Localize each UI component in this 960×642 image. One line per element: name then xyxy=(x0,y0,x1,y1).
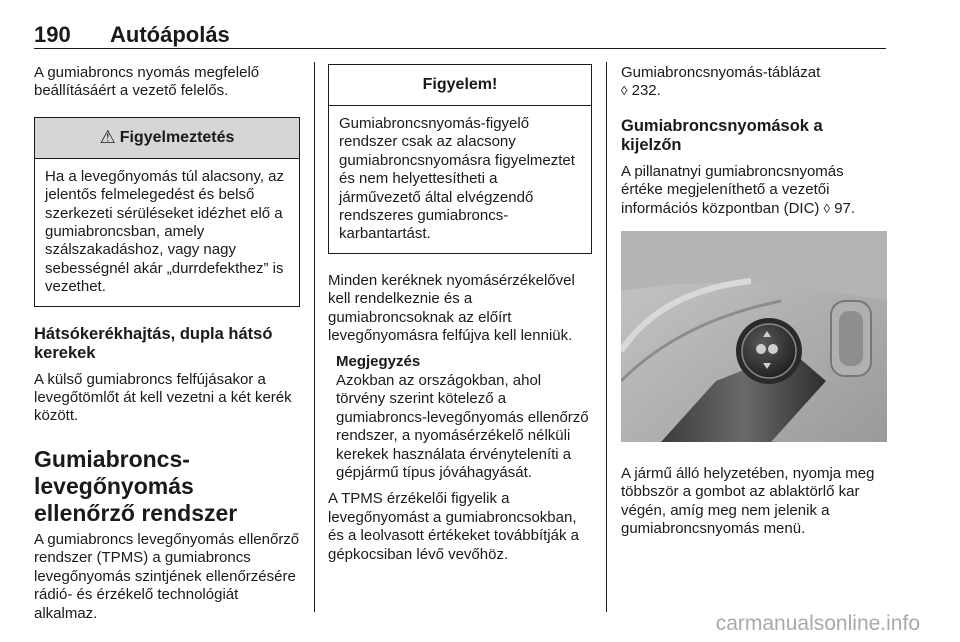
warning-box xyxy=(34,117,300,307)
reference-arrow-icon: ◊ xyxy=(823,200,831,216)
attention-box-body xyxy=(329,106,591,253)
display-paragraph xyxy=(621,163,887,218)
column-1 xyxy=(34,64,300,623)
page-header xyxy=(34,18,886,49)
column-divider-1 xyxy=(314,62,315,612)
warning-box-body xyxy=(35,159,299,306)
reference-arrow-icon: ◊ xyxy=(621,83,628,99)
page-number: 190 xyxy=(34,22,71,47)
watermark: carmanualsonline.info xyxy=(715,612,920,635)
rear-wheel-heading: Hátsókerékhajtás, dupla hátsó kerekek xyxy=(34,324,273,362)
display-reference-page[interactable]: 97. xyxy=(834,199,856,217)
intro-paragraph: A gumiabroncs nyomás megfelelő beállításáért a vezető felelős. xyxy=(34,64,260,100)
tpms-heading: Gumiabroncs-levegőnyomás ellenőrző rendszer xyxy=(34,445,238,526)
display-heading: Gumiabroncsnyomások a kijelzőn xyxy=(621,116,823,154)
rear-wheel-paragraph: A külső gumiabroncs felfújásakor a levegőtömlőt át kell vezetni a két kerék között. xyxy=(34,370,292,425)
column-2 xyxy=(328,64,592,564)
display-paragraph-text: A pillanatnyi gumiabroncsnyomás értéke megjeleníthető a vezetői információs központban (DIC) xyxy=(621,162,844,217)
table-reference-page[interactable]: 232. xyxy=(631,82,661,100)
attention-box-header xyxy=(329,65,591,106)
tpms-sensor-paragraph: A TPMS érzékelői figyelik a levegőnyomást a gumiabroncsokban, és a leolvasott értékeket továbbítják a gépkocsiban lévő vevőhöz. xyxy=(328,490,579,563)
section-title: Autóápolás xyxy=(110,22,230,47)
note-title: Megjegyzés xyxy=(336,353,421,371)
attention-title: Figyelem! xyxy=(422,76,498,93)
attention-box xyxy=(328,64,592,254)
table-reference xyxy=(621,64,887,101)
warning-title: Figyelmeztetés xyxy=(119,128,235,146)
column-3 xyxy=(621,64,887,539)
sensor-paragraph: Minden keréknek nyomásérzékelővel kell rendelkeznie és a gumiabroncsoknak az előírt levegőnyomásra felfújva kell lenniük. xyxy=(328,271,575,345)
warning-box-header xyxy=(35,118,299,159)
note-text: Azokban az országokban, ahol törvény szerint kötelező a gumiabroncs-levegőnyomás ellenőrző rendszer, a nyomásérzékelő nélküli kerekek használata érvényteleníti a gépjármű típus jóváhagyását. xyxy=(336,371,589,481)
image-caption: A jármű álló helyzetében, nyomja meg többször a gombot az ablaktörlő kar végén, amíg meg nem jelenik a gumiabroncsnyomás menü. xyxy=(621,465,875,538)
warning-triangle-icon: ⚠ xyxy=(99,127,116,148)
column-divider-2 xyxy=(606,62,607,612)
note-block xyxy=(328,353,592,482)
warning-text: Ha a levegőnyomás túl alacsony, az jelentős felmelegedést és belső szerkezeti sérüléseket idézhet elő a gumiabroncsban, amely szálszakadáshoz, vagy nagy sebességnél akár „durrdefekthez” is vezethet. xyxy=(45,167,285,296)
tpms-paragraph: A gumiabroncs levegőnyomás ellenőrző rendszer (TPMS) a gumiabroncs levegőnyomás szintjének ellenőrzésére rádió- és érzékelő technológiát alkalmaz. xyxy=(34,530,300,622)
table-reference-text: Gumiabroncsnyomás-táblázat xyxy=(621,64,821,81)
wiper-stalk-button-illustration xyxy=(621,231,887,442)
attention-text: Gumiabroncsnyomás-figyelő rendszer csak az alacsony gumiabroncsnyomásra figyelmeztet és nem helyettesítheti a járművezető által elvégzendő rendszeres gumiabroncs-karbantartást. xyxy=(339,115,575,243)
